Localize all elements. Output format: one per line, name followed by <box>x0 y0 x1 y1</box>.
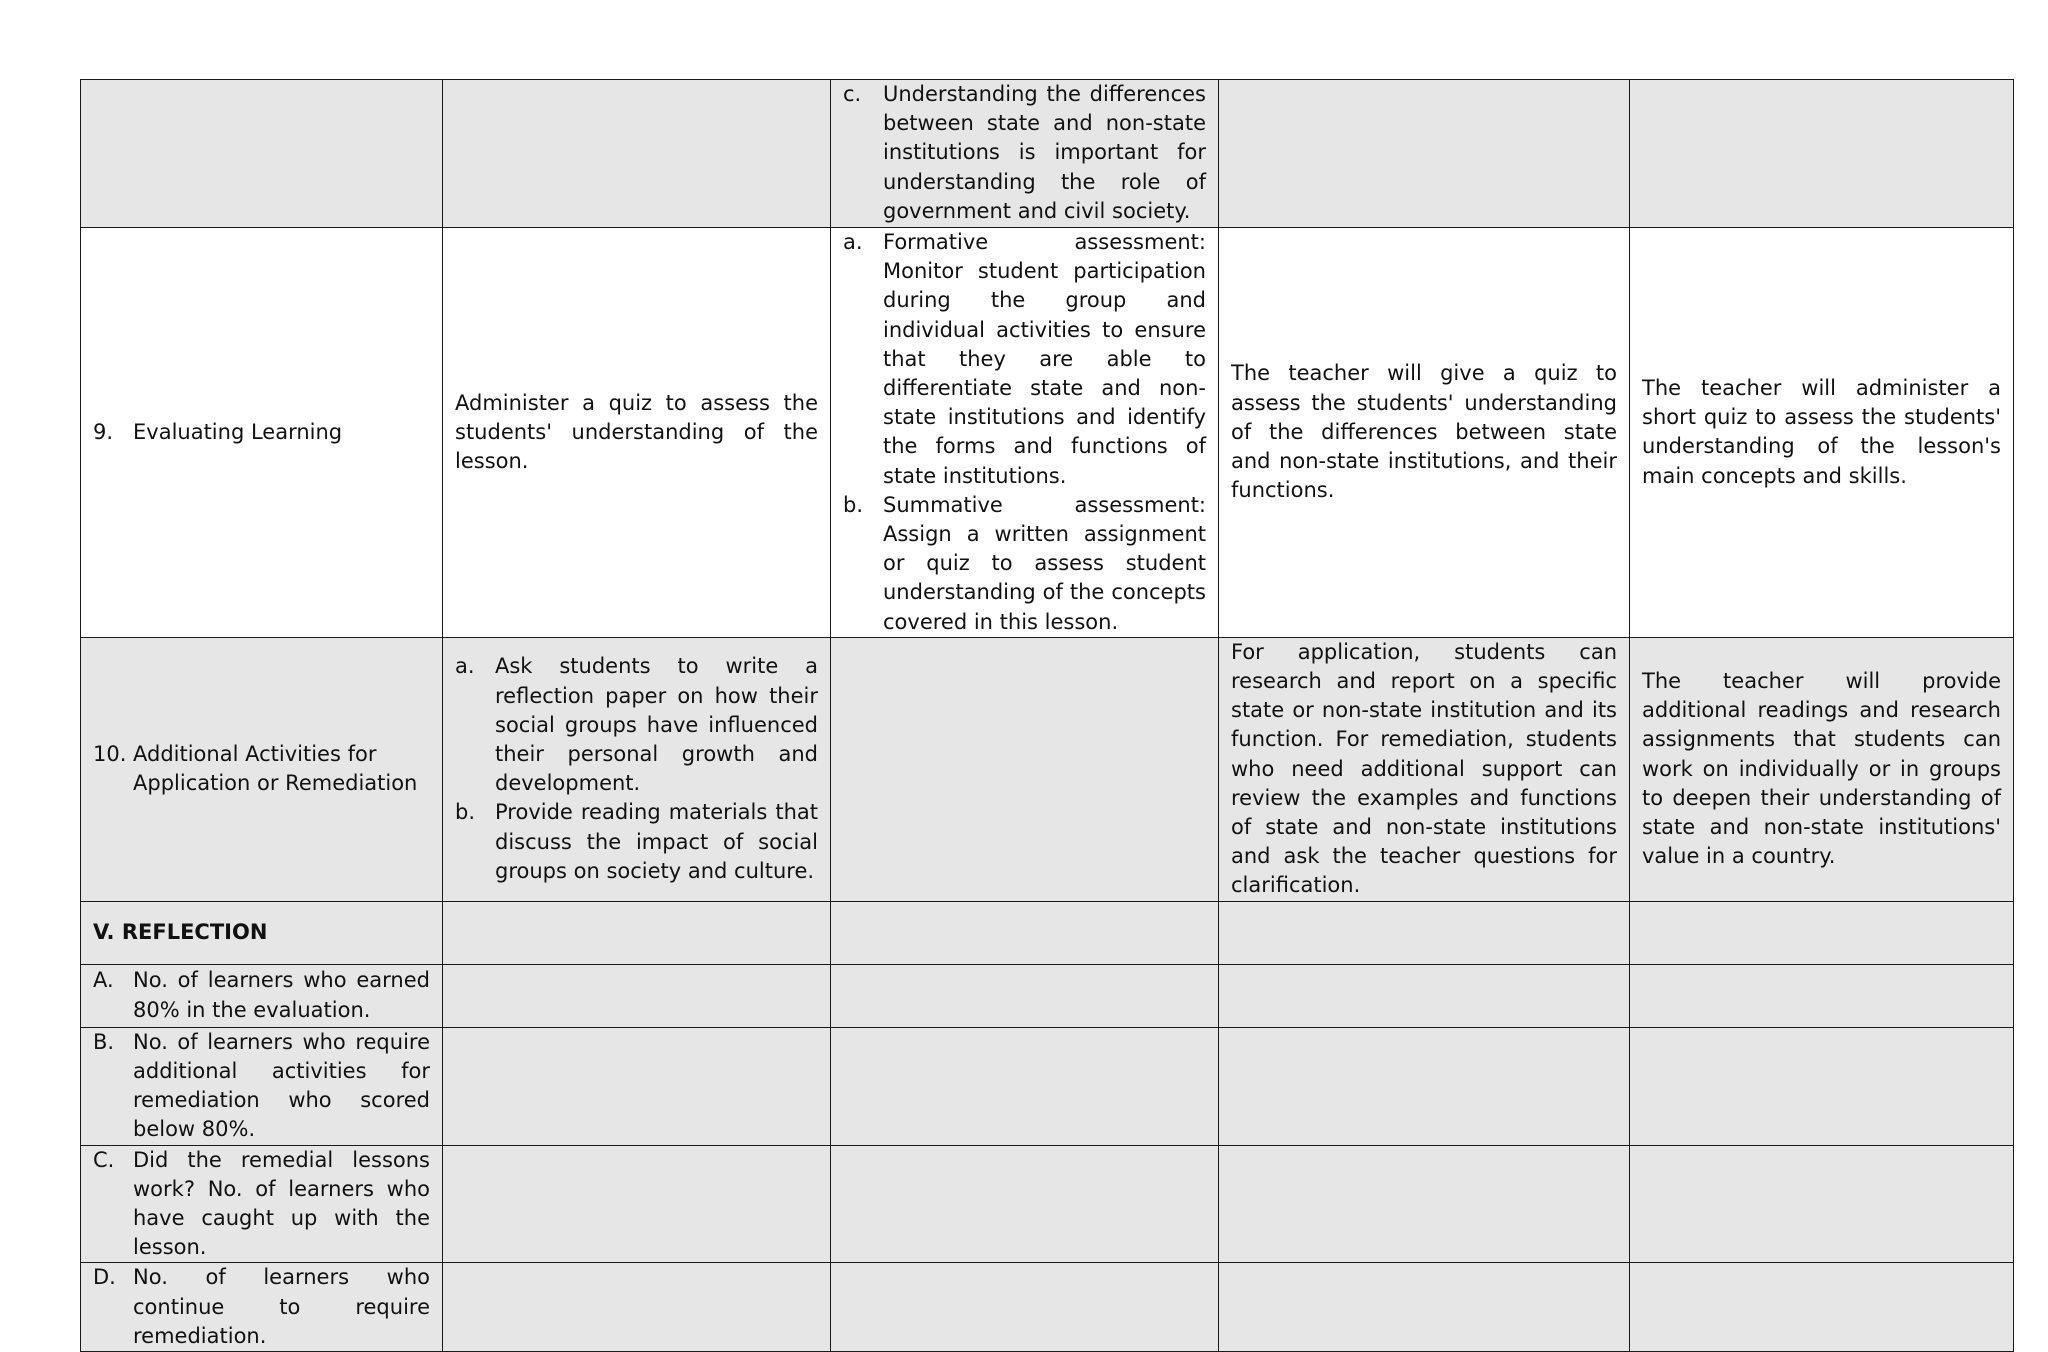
list-item <box>93 1028 430 1145</box>
table-row-evaluating-learning <box>81 228 2014 638</box>
cell-empty <box>443 80 831 228</box>
list-text: Understanding the differences between state and non-state institutions is important for understanding the role of government and civil society. <box>883 82 1206 223</box>
list-text: No. of learners who earned 80% in the evaluation. <box>133 968 430 1022</box>
list-marker: A. <box>93 968 114 993</box>
cell-empty <box>1630 1027 2014 1145</box>
list-marker: c. <box>843 82 862 106</box>
list-marker: b. <box>843 492 864 517</box>
list-marker: C. <box>93 1147 115 1172</box>
table-row-additional-activities <box>81 637 2014 901</box>
list-marker: D. <box>93 1265 116 1290</box>
cell-empty <box>443 964 831 1027</box>
cell-empty <box>1219 80 1630 228</box>
cell-row-label <box>81 1145 443 1263</box>
row-label <box>93 418 430 447</box>
cell-empty <box>831 901 1219 964</box>
list-marker: a. <box>843 230 863 254</box>
cell-col2: Administer a quiz to assess the students' understanding of the lesson. <box>443 228 831 638</box>
list-text: Formative assessment: Monitor student participation during the group and individual activities to ensure that they are able to differentiate state and non-state institutions and identify the forms and functions of state institutions. <box>883 230 1206 488</box>
cell-empty <box>1630 1145 2014 1263</box>
cell-empty <box>1630 964 2014 1027</box>
table-row-reflection-d <box>81 1263 2014 1352</box>
cell-empty <box>443 1027 831 1145</box>
cell-empty <box>1630 901 2014 964</box>
table-row-reflection-b <box>81 1027 2014 1145</box>
table-row-reflection-c <box>81 1145 2014 1263</box>
cell-row-label <box>81 1027 443 1145</box>
cell-empty <box>1219 1263 1630 1352</box>
cell-empty <box>831 637 1219 901</box>
table-row-continuation <box>81 80 2014 228</box>
cell-col5: The teacher will administer a short quiz to assess the students' understanding of the lesson's main concepts and skills. <box>1630 228 2014 638</box>
row-title: Additional Activities for Application or Remediation <box>133 742 418 796</box>
cell-empty <box>831 1263 1219 1352</box>
list-marker: b. <box>455 800 476 825</box>
cell-row-label <box>81 637 443 901</box>
list-item <box>843 491 1206 637</box>
cell-empty <box>831 1145 1219 1263</box>
list-item <box>93 966 430 1024</box>
list-item <box>843 80 1206 226</box>
row-number: 10. <box>93 742 127 767</box>
row-number: 9. <box>93 419 114 444</box>
list-item <box>455 652 818 798</box>
lesson-plan-table <box>80 79 2014 1352</box>
list-text: No. of learners who continue to require remediation. <box>133 1265 430 1348</box>
row-title: Evaluating Learning <box>133 419 343 444</box>
section-heading: V. REFLECTION <box>81 901 443 964</box>
table-row-reflection-heading <box>81 901 2014 964</box>
row-label <box>93 740 430 798</box>
list-text: Did the remedial lessons work? No. of learners who have caught up with the lesson. <box>133 1147 430 1260</box>
list-item <box>455 798 818 886</box>
cell-procedure-c <box>831 80 1219 228</box>
cell-col5: The teacher will provide additional readings and research assignments that students can work on individually or in groups to deepen their understanding of state and non-state institutions' value in a country. <box>1630 637 2014 901</box>
cell-col4: For application, students can research and report on a specific state or non-state institution and its function. For remediation, students who need additional support can review the examples and functions of state and non-state institutions and ask the teacher questions for clarification. <box>1219 637 1630 901</box>
list-text: Summative assessment: Assign a written assignment or quiz to assess student understanding of the concepts covered in this lesson. <box>883 492 1206 634</box>
cell-empty <box>81 80 443 228</box>
list-item <box>843 228 1206 491</box>
list-marker: a. <box>455 654 475 679</box>
list-text: No. of learners who require additional activities for remediation who scored below 80%. <box>133 1029 430 1142</box>
cell-empty <box>1630 80 2014 228</box>
cell-row-label <box>81 228 443 638</box>
cell-row-label <box>81 1263 443 1352</box>
cell-col2 <box>443 637 831 901</box>
list-marker: B. <box>93 1029 115 1054</box>
list-item <box>93 1146 430 1263</box>
cell-col4: The teacher will give a quiz to assess the students' understanding of the differences between state and non-state institutions, and their functions. <box>1219 228 1630 638</box>
list-text: Ask students to write a reflection paper on how their social groups have influenced their personal growth and development. <box>495 654 818 796</box>
list-text: Provide reading materials that discuss the impact of social groups on society and culture. <box>495 800 818 883</box>
cell-empty <box>443 901 831 964</box>
table-row-reflection-a <box>81 964 2014 1027</box>
list-item <box>93 1263 430 1351</box>
cell-empty <box>1219 1145 1630 1263</box>
cell-empty <box>1219 1027 1630 1145</box>
cell-empty <box>1630 1263 2014 1352</box>
cell-empty <box>831 1027 1219 1145</box>
cell-empty <box>831 964 1219 1027</box>
cell-empty <box>1219 901 1630 964</box>
cell-col3 <box>831 228 1219 638</box>
cell-empty <box>443 1263 831 1352</box>
cell-empty <box>1219 964 1630 1027</box>
cell-empty <box>443 1145 831 1263</box>
cell-row-label <box>81 964 443 1027</box>
